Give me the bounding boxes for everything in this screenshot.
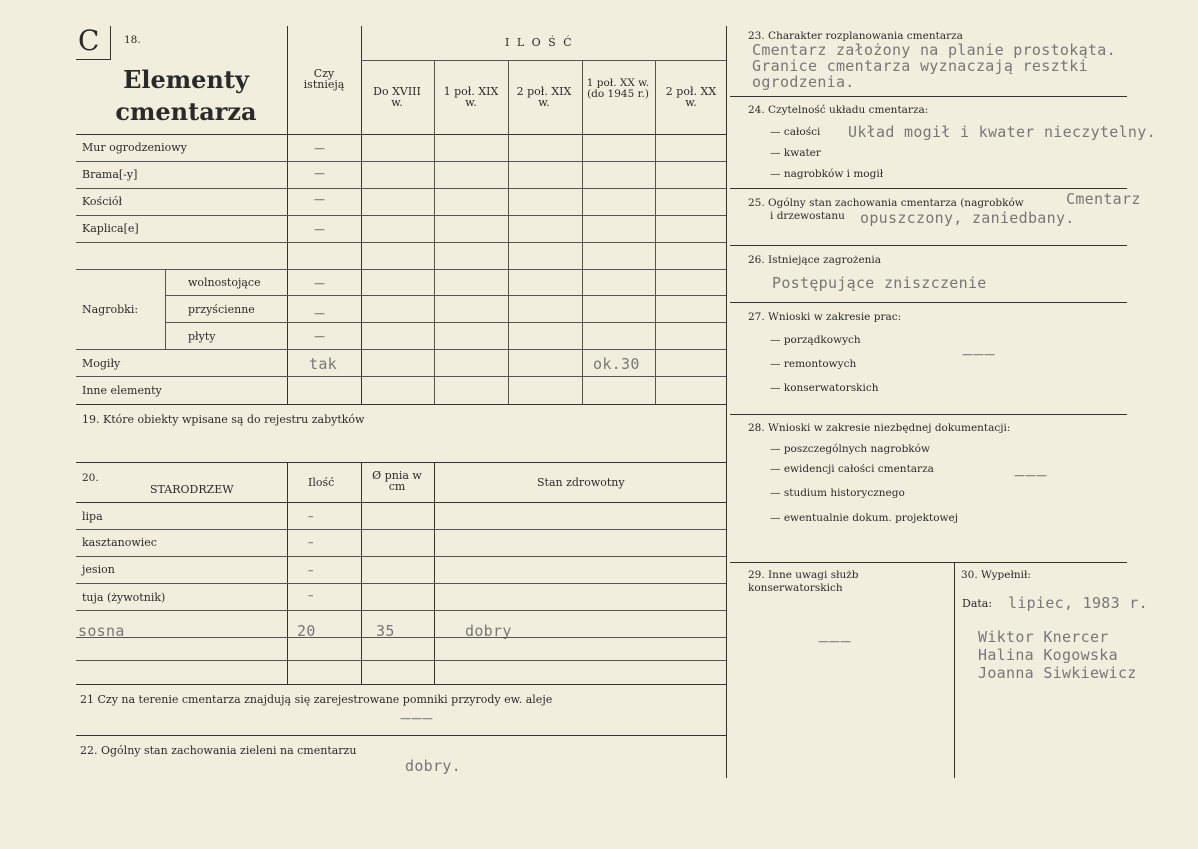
q25-answer-1: Cmentarz [1066,190,1141,208]
row-label-brama: Brama[-y] [82,168,138,181]
q28-item-studium: — studium historycznego [770,487,905,499]
q25-answer-2: opuszczony, zaniedbany. [860,209,1075,227]
q21-label: 21 Czy na terenie cmentarza znajdują się zarejestrowane pomniki przyrody ew. aleje [80,693,553,706]
q23-answer [752,42,1116,90]
section-title-line2: cmentarza [115,97,257,126]
tree-diam-sosna: 35 [376,622,395,640]
q20-number: 20. [82,472,99,484]
tree-name-sosna: sosna [78,622,125,640]
section-letter-box [76,26,111,60]
tree-count-sosna: 20 [297,622,316,640]
tree-count-tuja: – [308,589,314,602]
q26-answer: Postępujące zniszczenie [772,274,987,292]
tree-count-lipa: – [308,510,314,523]
inne-label: Inne elementy [82,384,162,397]
tree-count-kasztanowiec: – [308,536,314,549]
q24-label: 24. Czytelność układu cmentarza: [748,104,929,116]
q24-answer: Układ mogił i kwater nieczytelny. [848,123,1156,141]
row-label-kosciol: Kościół [82,195,123,208]
period-header-5: 2 poł. XX w. [665,85,717,109]
q27-item-konserwatorskich: — konserwatorskich [770,382,879,394]
q29-answer: ——— [818,635,851,648]
starodrzew-header: STARODRZEW [150,483,234,496]
mogily-exists: tak [309,355,337,373]
q28-item-ewidencji: — ewidencji całości cmentarza [770,463,934,475]
q28-item-projektowej: — ewentualnie dokum. projektowej [770,512,958,524]
row-label-mur: Mur ogrodzeniowy [82,141,187,154]
tree-name-kasztanowiec: kasztanowiec [82,536,157,549]
date-value: lipiec, 1983 r. [1008,594,1148,612]
section-letter: C [78,24,100,57]
ilosc-header: I L O Ś Ć [505,36,574,49]
nagrobki-exists-wolnostojace: — [314,277,325,290]
mogily-count: ok.30 [593,355,640,373]
q23-label: 23. Charakter rozplanowania cmentarza [748,30,963,42]
q24-item-nagrobkow: — nagrobków i mogił [770,168,884,180]
section-title [96,64,276,128]
tree-count-jesion: – [308,564,314,577]
row-label-kaplica: Kaplica[e] [82,222,139,235]
row-exists-brama: — [314,167,325,180]
q28-item-nagrobkow: — poszczególnych nagrobków [770,443,930,455]
row-exists-kaplica: — [314,223,325,236]
q25-label-line2: i drzewostanu [770,210,845,222]
tree-count-header: Ilość [308,476,335,489]
q24-item-calosci: — całości [770,126,821,138]
tree-name-tuja: tuja (żywotnik) [82,591,166,604]
q28-label: 28. Wnioski w zakresie niezbędnej dokumentacji: [748,422,1011,434]
period-header-4: 1 poł. XX w. (do 1945 r.) [586,77,650,100]
tree-name-lipa: lipa [82,510,103,523]
q27-item-remontowych: — remontowych [770,358,857,370]
author-3: Joanna Siwkiewicz [978,664,1137,682]
nagrobki-row-wolnostojace: wolnostojące [188,276,261,289]
q19-label: 19. Które obiekty wpisane są do rejestru zabytków [82,413,365,426]
nagrobki-exists-plyty: — [314,330,325,343]
q30-label: 30. Wypełnił: [961,569,1031,581]
q27-item-porzadkowych: — porządkowych [770,334,861,346]
q24-item-kwater: — kwater [770,147,821,159]
section-number: 18. [124,34,141,46]
section-title-line1: Elementy [123,65,249,94]
tree-diam-header: Ø pnia w cm [372,469,422,493]
row-exists-mur: — [314,142,325,155]
nagrobki-row-przyscienne: przyścienne [188,303,255,316]
q23-answer-line2: Granice cmentarza wyznaczają resztki [752,57,1088,75]
q22-label: 22. Ogólny stan zachowania zieleni na cmentarzu [80,744,357,757]
q22-answer: dobry. [405,757,461,775]
author-1: Wiktor Knercer [978,628,1109,646]
q23-answer-line1: Cmentarz założony na planie prostokąta. [752,41,1116,59]
q29-label: 29. Inne uwagi służb konserwatorskich [748,569,859,594]
period-header-3: 2 poł. XIX w. [516,85,572,109]
nagrobki-exists-przyscienne: — [314,307,325,320]
authors [978,628,1137,682]
q21-answer: ——— [400,712,433,725]
row-exists-kosciol: — [314,193,325,206]
nagrobki-label: Nagrobki: [82,303,139,316]
q26-label: 26. Istniejące zagrożenia [748,254,882,266]
nagrobki-row-plyty: płyty [188,330,216,343]
date-label: Data: [962,597,993,610]
tree-health-header: Stan zdrowotny [537,476,625,489]
period-header-1: Do XVIII w. [373,85,421,109]
tree-health-sosna: dobry [465,622,512,640]
q27-answer: ——— [962,348,995,361]
mogily-label: Mogiły [82,357,121,370]
q27-label: 27. Wnioski w zakresie prac: [748,311,902,323]
period-header-2: 1 poł. XIX w. [443,85,499,109]
author-2: Halina Kogowska [978,646,1118,664]
col-exists-header: Czy istnieją [303,67,345,91]
q23-answer-line3: ogrodzenia. [752,73,855,91]
q25-label-line1: 25. Ogólny stan zachowania cmentarza (nagrobków [748,197,1024,209]
tree-name-jesion: jesion [82,563,115,576]
q28-answer: ——— [1014,469,1047,482]
